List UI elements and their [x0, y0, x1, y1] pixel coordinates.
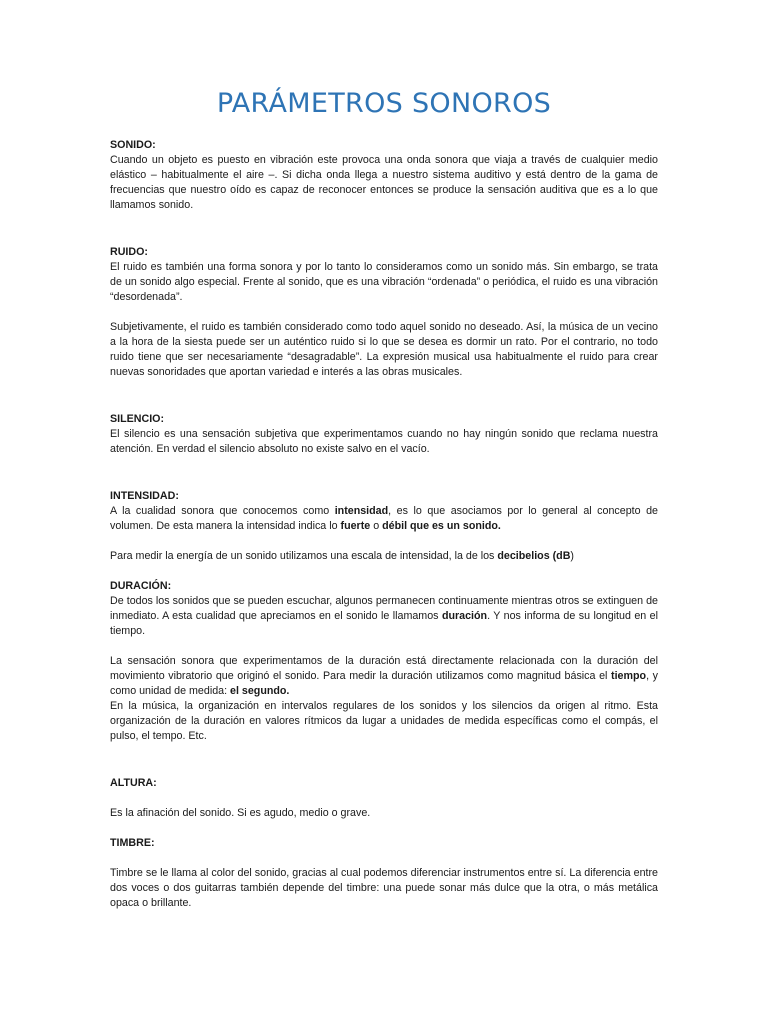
bold-term-fuerte: fuerte	[340, 520, 371, 532]
bold-term-debil: débil que es un sonido.	[382, 520, 501, 532]
bold-term-duracion: duración	[441, 610, 488, 622]
section-heading-duracion: DURACIÓN:	[110, 580, 172, 592]
paragraph-duracion-1	[110, 594, 658, 639]
paragraph-silencio: El silencio es una sensación subjetiva que experimentamos cuando no hay ningún sonido que reclama nuestra atención. En verdad el silencio absoluto no existe salvo en el vacío.	[110, 428, 658, 455]
paragraph-sonido: Cuando un objeto es puesto en vibración este provoca una onda sonora que viaja a través de cualquier medio elástico – habitualmente el aire –. Si dicha onda llega a nuestro sistema auditivo y está dentro de la gama de frecuencias que nuestro oído es capaz de reconocer entonces se produce la sensación auditiva que es a lo que llamamos sonido.	[110, 154, 658, 211]
paragraph-intensidad-2	[110, 549, 658, 564]
paragraph-duracion-3: En la música, la organización en intervalos regulares de los sonidos y los silencios da origen al ritmo. Esta organización de la duración en valores rítmicos da lugar a unidades de medida específicas como el compás, el pulso, el tempo. Etc.	[110, 700, 658, 742]
bold-term-decibelios: decibelios (dB	[497, 550, 571, 562]
section-heading-altura: ALTURA:	[110, 777, 157, 789]
text-run: )	[570, 550, 574, 562]
paragraph-intensidad-1	[110, 504, 658, 534]
paragraph-ruido-1: El ruido es también una forma sonora y por lo tanto lo consideramos como un sonido más. Sin embargo, se trata de un sonido algo especial. Frente al sonido, que es una vibración “ordenada” o periódica, el ruido es una vibración “desordenada”.	[110, 261, 658, 303]
section-heading-ruido: RUIDO:	[110, 246, 148, 258]
section-heading-silencio: SILENCIO:	[110, 413, 165, 425]
paragraph-ruido-2: Subjetivamente, el ruido es también considerado como todo aquel sonido no deseado. Así, la música de un vecino a la hora de la siesta puede ser un auténtico ruido si lo que se desea es dormir un rato. Por el contrario, no todo ruido tiene que ser necesariamente “desagradable”. La expresión musical usa habitualmente el ruido para crear nuevas sonoridades que aportan variedad e interés a las obras musicales.	[110, 321, 658, 378]
text-run: . Y nos informa de su longitud en el tiempo.	[110, 610, 658, 637]
text-run: A la cualidad sonora que conocemos como	[110, 505, 335, 517]
text-run: o	[370, 520, 383, 532]
section-heading-sonido: SONIDO:	[110, 139, 156, 151]
paragraph-timbre: Timbre se le llama al color del sonido, gracias al cual podemos diferenciar instrumentos entre sí. La diferencia entre dos voces o dos guitarras también depende del timbre: una puede sonar más dulce que la otra, o más metálica opaca o brillante.	[110, 867, 658, 909]
text-run: Para medir la energía de un sonido utilizamos una escala de intensidad, la de los	[110, 550, 498, 562]
text-run: De todos los sonidos que se pueden escuchar, algunos permanecen continuamente mientras otros se extinguen de inmediato. A esta cualidad que apreciamos en el sonido le llamamos	[110, 595, 658, 622]
section-heading-timbre: TIMBRE:	[110, 837, 155, 849]
text-run: , es lo que asociamos por lo general al concepto de volumen. De esta manera la intensidad indica lo	[110, 505, 658, 532]
bold-term-intensidad: intensidad	[334, 505, 389, 517]
text-run: , y como unidad de medida:	[110, 670, 658, 697]
text-run: La sensación sonora que experimentamos de la duración está directamente relacionada con la duración del movimiento vibratorio que originó el sonido. Para medir la duración utilizamos como magnitud básica el	[110, 655, 658, 682]
bold-term-tiempo: tiempo	[611, 670, 647, 682]
page-title: PARÁMETROS SONOROS	[216, 88, 552, 119]
bold-term-segundo: el segundo.	[230, 685, 290, 697]
document-body	[110, 138, 658, 911]
paragraph-duracion-2	[110, 654, 658, 699]
section-heading-intensidad: INTENSIDAD:	[110, 490, 179, 502]
paragraph-altura: Es la afinación del sonido. Si es agudo, medio o grave.	[110, 807, 371, 819]
